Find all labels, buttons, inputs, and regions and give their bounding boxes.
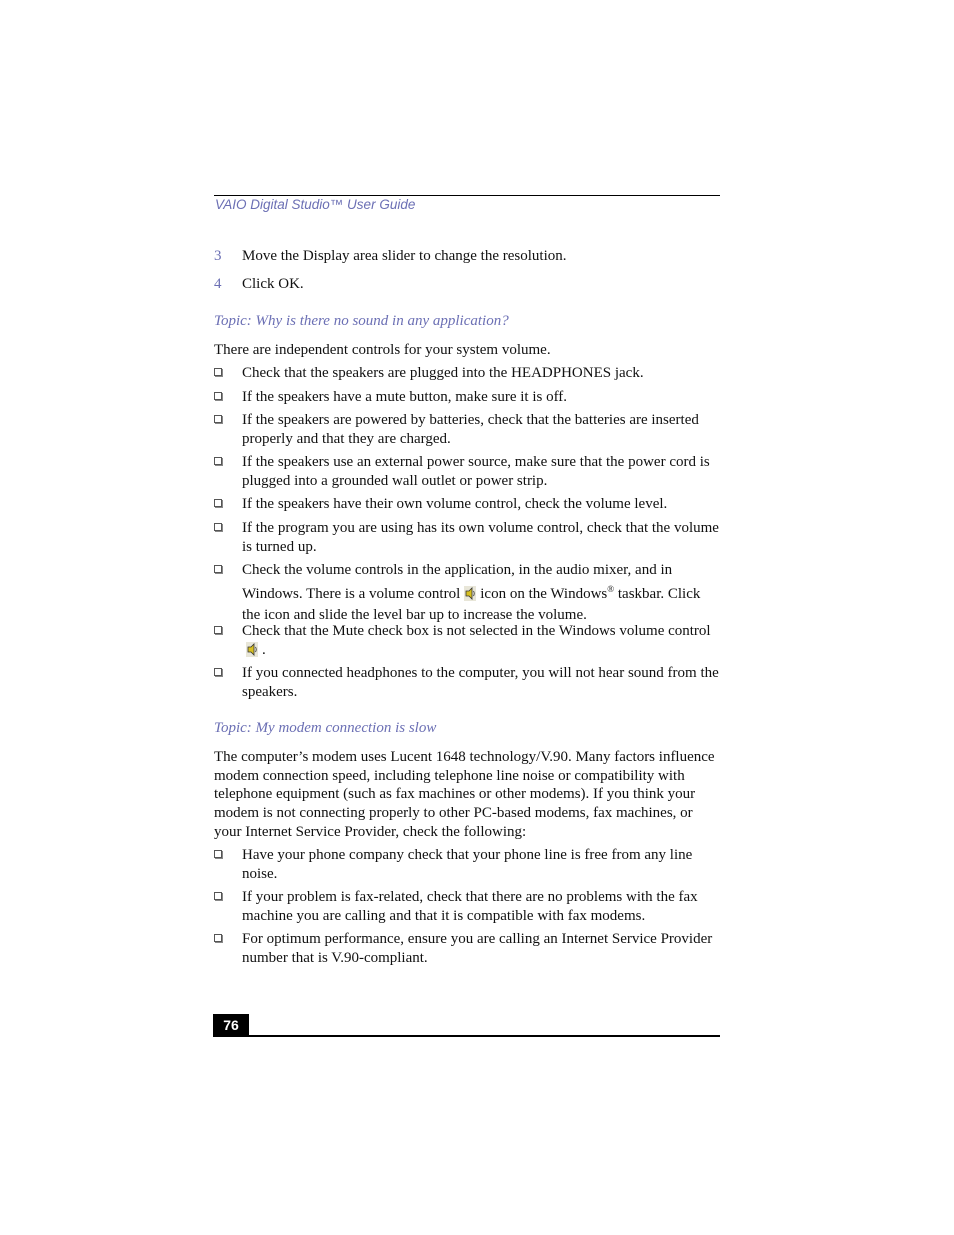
list-item-text: If your problem is fax-related, check that there are no problems with the fax machine you are calling and that it is compatible with fax modems. bbox=[242, 889, 698, 924]
step-text: Move the Display area slider to change the resolution. bbox=[242, 248, 567, 264]
list-item-text: For optimum performance, ensure you are calling an Internet Service Provider number that is V.90-compliant. bbox=[242, 931, 713, 966]
list-item-text: Check the volume controls in the application, in the audio mixer, and in Windows. There is a volume control icon on the Windows® taskbar. Click the icon and slide the level bar up to increase the volume. bbox=[242, 562, 701, 624]
topic-heading-modem-slow: Topic: My modem connection is slow bbox=[214, 720, 437, 736]
list-item-text: If the speakers are powered by batteries, check that the batteries are inserted properly and that they are charged. bbox=[242, 412, 699, 447]
list-item-text: Have your phone company check that your phone line is free from any line noise. bbox=[242, 847, 693, 882]
step-number: 3 bbox=[214, 248, 222, 264]
list-item-text: If the speakers have a mute button, make sure it is off. bbox=[242, 389, 568, 405]
list-item-text: If the program you are using has its own volume control, check that the volume is turned up. bbox=[242, 520, 719, 555]
checkbox-bullet-icon bbox=[214, 392, 222, 400]
footer-rule bbox=[213, 1035, 720, 1037]
checkbox-bullet-icon bbox=[214, 457, 222, 465]
speaker-volume-icon bbox=[464, 586, 476, 607]
list-item-text: If the speakers use an external power source, make sure that the power cord is plugged into a grounded wall outlet or power strip. bbox=[242, 454, 710, 489]
running-header-title: VAIO Digital Studio™ User Guide bbox=[215, 197, 416, 212]
list-item-text: Check that the speakers are plugged into the HEADPHONES jack. bbox=[242, 365, 644, 381]
checkbox-bullet-icon bbox=[214, 892, 222, 900]
checkbox-bullet-icon bbox=[214, 499, 222, 507]
checkbox-bullet-icon bbox=[214, 626, 222, 634]
checkbox-bullet-icon bbox=[214, 565, 222, 573]
topic-heading-no-sound: Topic: Why is there no sound in any application? bbox=[214, 313, 509, 329]
list-item-text: If the speakers have their own volume control, check the volume level. bbox=[242, 496, 668, 512]
list-item-text: If you connected headphones to the computer, you will not hear sound from the speakers. bbox=[242, 665, 719, 700]
topic-intro: The computer’s modem uses Lucent 1648 technology/V.90. Many factors influence modem connection speed, including telephone line noise or compatibility with telephone equipment (such as fax machines or other modems). If you think your modem is not connecting properly to other PC-based modems, fax machines, or your Internet Service Provider, check the following: bbox=[214, 749, 715, 840]
header-rule bbox=[214, 195, 720, 196]
step-text: Click OK. bbox=[242, 276, 304, 292]
checkbox-bullet-icon bbox=[214, 523, 222, 531]
checkbox-bullet-icon bbox=[214, 934, 222, 942]
checkbox-bullet-icon bbox=[214, 368, 222, 376]
checkbox-bullet-icon bbox=[214, 415, 222, 423]
checkbox-bullet-icon bbox=[214, 850, 222, 858]
list-item-text: Check that the Mute check box is not selected in the Windows volume control. bbox=[242, 622, 720, 662]
page-number: 76 bbox=[213, 1014, 249, 1036]
speaker-volume-icon bbox=[246, 642, 258, 663]
topic-intro: There are independent controls for your system volume. bbox=[214, 342, 551, 358]
checkbox-bullet-icon bbox=[214, 668, 222, 676]
step-number: 4 bbox=[214, 276, 222, 292]
